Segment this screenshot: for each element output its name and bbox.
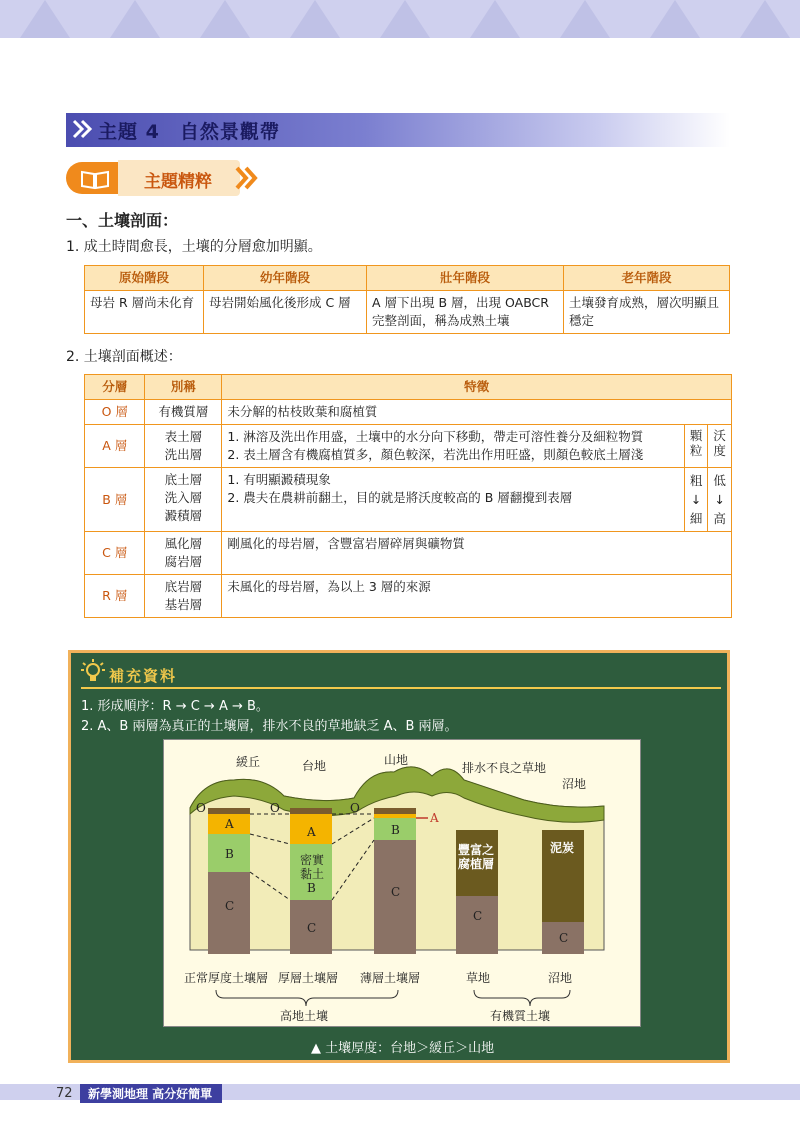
divider <box>81 687 721 689</box>
label-gentle-hill: 緩丘 <box>236 755 261 769</box>
layer-alias: 表土層 洗出層 <box>145 425 222 468</box>
supplement-title: 補充資料 <box>109 667 178 685</box>
layer-name: A 層 <box>85 425 145 468</box>
profile-table <box>84 374 732 618</box>
label-mountain: 山地 <box>384 753 409 767</box>
lightbulb-icon <box>81 659 105 685</box>
humus-label-1: 豐富之 <box>458 843 495 857</box>
top-decorative-band <box>0 0 800 38</box>
down-arrow-icon: ↓ <box>714 492 725 507</box>
layer-feature: 未風化的母岩層，為以上 3 層的來源 <box>222 575 732 618</box>
label-normal-thickness: 正常厚度土壤層 <box>184 971 269 985</box>
col-header: 別稱 <box>145 375 222 400</box>
layer-alias: 底岩層 基岩層 <box>145 575 222 618</box>
label-thick-layer: 厚層土壤層 <box>278 971 339 985</box>
layer-feature: 剛風化的母岩層，含豐富岩層碎屑與礦物質 <box>222 532 732 575</box>
soil-profile-diagram <box>163 739 641 1027</box>
stages-table <box>84 265 730 334</box>
a-layer <box>374 814 416 818</box>
b-label: B <box>391 823 400 837</box>
stage-cell: 母岩開始風化後形成 C 層 <box>204 291 367 334</box>
col-header: 分層 <box>85 375 145 400</box>
a-label: A <box>307 825 316 839</box>
theme-title: 主題 4 自然景觀帶 <box>98 121 280 143</box>
supplement-line-1: 1. 形成順序：R → C → A → B。 <box>81 699 269 714</box>
layer-alias: 底土層 洗入層 澱積層 <box>145 468 222 532</box>
page-number: 72 <box>56 1086 73 1101</box>
c-label: C <box>225 899 235 913</box>
fertility-scale <box>708 468 732 532</box>
section-heading: 一、土壤剖面： <box>66 211 179 230</box>
stage-cell: A 層下出現 B 層，出現 OABCR 完整剖面，稱為成熟土壤 <box>367 291 564 334</box>
book-title: 新學測地理 高分好簡單 <box>80 1084 222 1103</box>
supplement-line-2: 2. A、B 兩層為真正的土壤層，排水不良的草地缺乏 A、B 兩層。 <box>81 719 458 734</box>
stage-header: 老年階段 <box>564 266 730 291</box>
layer-name: R 層 <box>85 575 145 618</box>
b-label: B <box>307 881 316 895</box>
layer-feature: 1. 有明顯澱積現象 2. 農夫在農耕前翻土，目的就是將沃度較高的 B 層翻攪到表層 <box>222 468 684 532</box>
clay-label-1: 密實 <box>300 853 325 867</box>
a-label: A <box>430 811 439 825</box>
layer-alias: 風化層 腐岩層 <box>145 532 222 575</box>
c-label: C <box>307 921 317 935</box>
layer-name: B 層 <box>85 468 145 532</box>
stage-header: 原始階段 <box>85 266 204 291</box>
c-layer <box>456 896 498 954</box>
layer-name: C 層 <box>85 532 145 575</box>
label-poorly-drained-grassland: 排水不良之草地 <box>462 761 547 775</box>
supplement-board <box>68 650 730 1063</box>
point-1: 1. 成土時間愈長，土壤的分層愈加明顯。 <box>66 239 322 255</box>
o-label: O <box>270 801 280 815</box>
layer-feature: 未分解的枯枝敗葉和腐植質 <box>222 400 732 425</box>
c-label: C <box>473 909 483 923</box>
down-arrow-icon: ↓ <box>690 492 702 507</box>
double-chevron-icon <box>72 118 94 140</box>
o-layer <box>290 808 332 814</box>
group-organic-soil: 有機質土壤 <box>490 1009 551 1023</box>
grain-bottom: 細 <box>689 511 703 526</box>
grain-label: 顆粒 <box>684 425 708 468</box>
o-label: O <box>196 801 206 815</box>
essence-badge <box>66 160 256 196</box>
stage-cell: 土壤發育成熟，層次明顯且穩定 <box>564 291 730 334</box>
c-label: C <box>391 885 401 899</box>
layer-alias: 有機質層 <box>145 400 222 425</box>
peat-label: 泥炭 <box>550 841 575 855</box>
essence-label: 主題精粹 <box>144 172 212 192</box>
label-grassland: 草地 <box>466 971 491 985</box>
brace-organic <box>474 990 570 1006</box>
o-label: O <box>350 801 360 815</box>
fertility-label: 沃度 <box>708 425 732 468</box>
stage-header: 幼年階段 <box>204 266 367 291</box>
grain-scale <box>684 468 708 532</box>
group-highland-soil: 高地土壤 <box>280 1009 329 1023</box>
b-label: B <box>225 847 234 861</box>
fert-top: 低 <box>713 473 726 488</box>
grain-top: 粗 <box>689 473 703 488</box>
point-2: 2. 土壤剖面概述： <box>66 349 182 365</box>
c-label: C <box>559 931 569 945</box>
o-layer <box>208 808 250 814</box>
label-thin-layer: 薄層土壤層 <box>360 971 421 985</box>
stage-header: 壯年階段 <box>367 266 564 291</box>
o-layer <box>374 808 416 814</box>
clay-label-2: 黏土 <box>300 867 325 881</box>
diagram-caption: ▲ 土壤厚度：台地＞緩丘＞山地 <box>311 1041 495 1056</box>
col-header: 特徵 <box>222 375 732 400</box>
label-marsh: 沼地 <box>562 777 587 791</box>
a-label: A <box>225 817 234 831</box>
brace-highland <box>216 990 398 1006</box>
fert-bottom: 高 <box>713 511 726 526</box>
label-plateau: 台地 <box>302 759 327 773</box>
chevron-right-icon <box>234 166 260 190</box>
layer-feature: 1. 淋溶及洗出作用盛，土壤中的水分向下移動，帶走可溶性養分及細粒物質 2. 表土層含有機腐植質多，顏色較深，若洗出作用旺盛，則顏色較底土層淺 <box>222 425 684 468</box>
humus-label-2: 腐植層 <box>458 857 495 871</box>
layer-name: O 層 <box>85 400 145 425</box>
label-marsh-bottom: 沼地 <box>548 971 573 985</box>
soil-diagram-svg <box>164 740 640 1026</box>
book-icon <box>80 168 110 190</box>
stage-cell: 母岩 R 層尚未化育 <box>85 291 204 334</box>
c-layer <box>208 872 250 954</box>
